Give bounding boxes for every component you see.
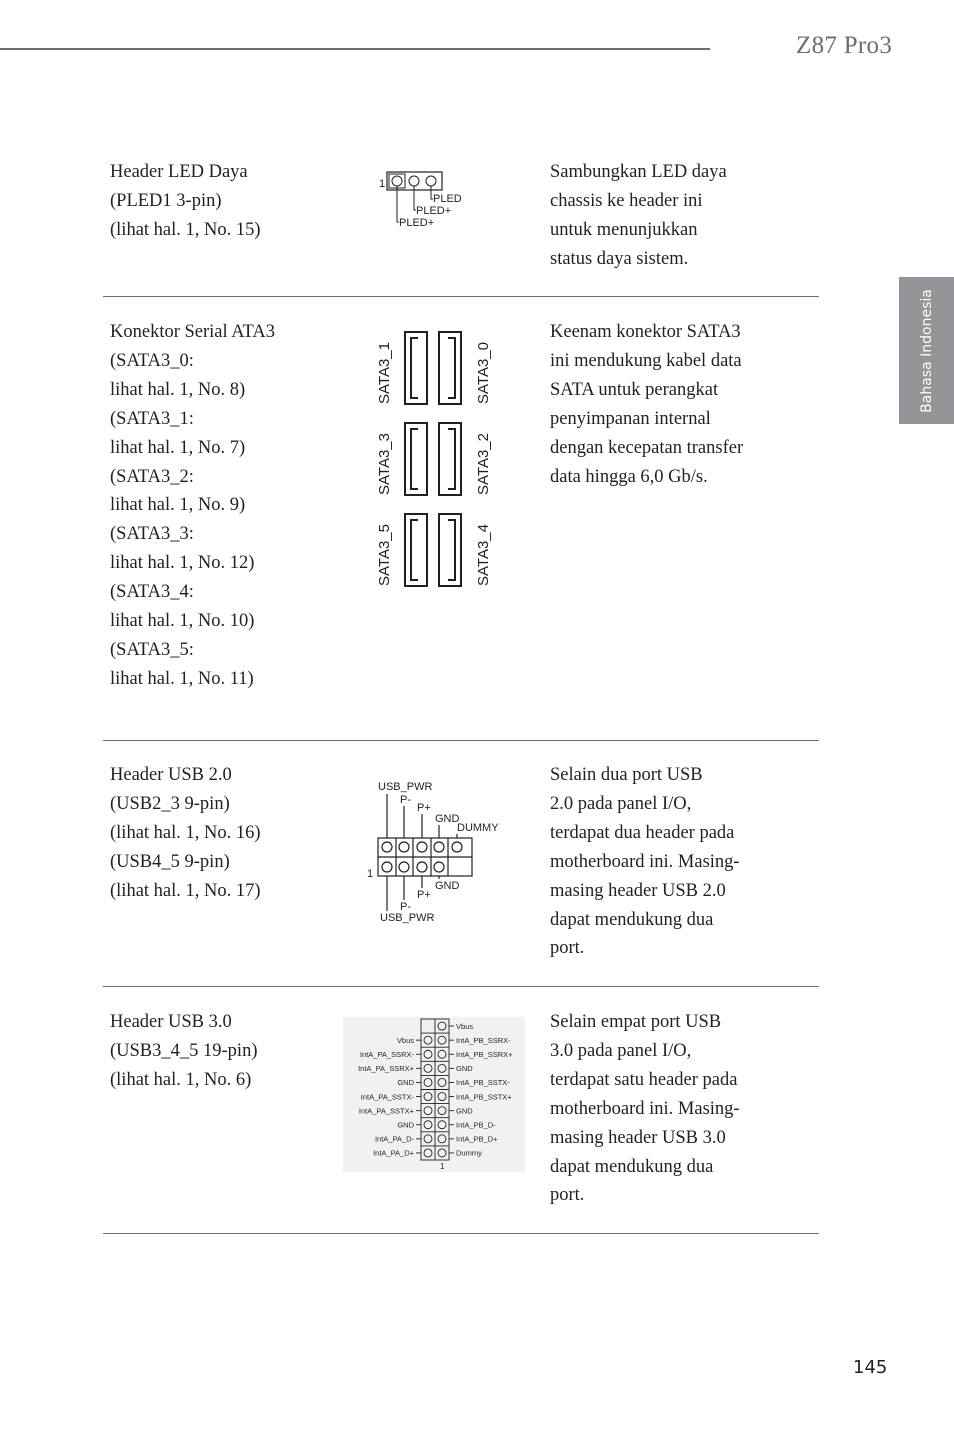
usb3-pin-label: IntA_PB_SSTX- <box>456 1078 510 1088</box>
text-line: dapat mendukung dua <box>550 909 714 930</box>
usb3-header-diagram <box>343 1017 525 1172</box>
text-line: lihat hal. 1, No. 9) <box>110 495 246 516</box>
text-line: (lihat hal. 1, No. 15) <box>110 219 261 240</box>
usb3-pin-label: GND <box>397 1078 414 1088</box>
text-line: motherboard ini. Masing- <box>550 1098 740 1119</box>
text-line: SATA untuk perangkat <box>550 379 719 400</box>
text-line: (SATA3_3: <box>110 524 194 545</box>
section-divider <box>103 1233 819 1234</box>
pin <box>452 842 462 852</box>
pled-label: PLED+ <box>399 217 435 229</box>
language-side-tab <box>899 277 954 424</box>
pled-left-text <box>110 158 261 245</box>
text-line: (USB3_4_5 19-pin) <box>110 1040 258 1061</box>
pled-label: PLED+ <box>416 205 452 217</box>
pin <box>417 862 427 872</box>
text-line: (lihat hal. 1, No. 6) <box>110 1069 252 1090</box>
usb2-header-diagram <box>362 776 504 928</box>
usb2-label: GND <box>435 813 460 825</box>
sata-key <box>448 338 455 398</box>
sata-left-text <box>110 318 275 694</box>
text-line: status daya sistem. <box>550 248 689 269</box>
text-line: (SATA3_1: <box>110 408 194 429</box>
text-line: (USB4_5 9-pin) <box>110 851 230 872</box>
usb2-label: DUMMY <box>457 822 499 834</box>
text-line: lihat hal. 1, No. 8) <box>110 379 246 400</box>
sata-connector <box>439 514 461 586</box>
pled-right-text <box>550 158 727 274</box>
pled-header-diagram <box>375 166 475 232</box>
section-divider <box>103 986 819 987</box>
text-line: (lihat hal. 1, No. 16) <box>110 822 261 843</box>
usb3-pin-label: Vbus <box>396 1035 414 1045</box>
sata-connector <box>405 514 427 586</box>
text-line: untuk menunjukkan <box>550 219 698 240</box>
pin <box>382 862 392 872</box>
text-line: 2.0 pada panel I/O, <box>550 793 692 814</box>
usb2-right-text <box>550 761 740 963</box>
text-line: lihat hal. 1, No. 11) <box>110 668 254 689</box>
text-line: (SATA3_2: <box>110 466 194 487</box>
text-line: 3.0 pada panel I/O, <box>550 1040 692 1061</box>
usb2-label: P- <box>400 901 411 913</box>
text-line: (SATA3_5: <box>110 639 194 660</box>
usb3-pin-label: Dummy <box>456 1148 482 1158</box>
text-line: terdapat dua header pada <box>550 822 735 843</box>
sata-right-text <box>550 318 743 491</box>
pin <box>417 842 427 852</box>
text-line: (SATA3_4: <box>110 582 194 603</box>
text-line: (SATA3_0: <box>110 350 194 371</box>
text-line: Keenam konektor SATA3 <box>550 322 741 342</box>
sata-connectors-diagram <box>370 328 500 590</box>
usb3-pin-label: IntA_PB_SSRX+ <box>456 1049 513 1059</box>
section-divider <box>103 740 819 741</box>
usb3-pin-label: IntA_PA_D+ <box>373 1148 414 1158</box>
text-line: dapat mendukung dua <box>550 1156 714 1177</box>
text-line: Header USB 2.0 <box>110 765 232 785</box>
usb2-left-text <box>110 761 261 906</box>
pin1-label: 1 <box>379 178 386 190</box>
pled-label: PLED <box>433 193 462 205</box>
pin <box>426 176 436 186</box>
text-line: Sambungkan LED daya <box>550 162 727 182</box>
usb3-pin-label: IntA_PB_D- <box>456 1120 496 1130</box>
sata-key <box>411 338 418 398</box>
pin1-label: 1 <box>367 868 374 880</box>
text-line: lihat hal. 1, No. 10) <box>110 611 255 632</box>
sata-key <box>448 429 455 489</box>
sata-label: SATA3_2 <box>475 433 492 495</box>
sata-label: SATA3_4 <box>475 524 492 586</box>
sata-label: SATA3_1 <box>376 342 393 404</box>
usb2-label: P+ <box>417 889 431 901</box>
sata-label: SATA3_3 <box>376 433 393 495</box>
text-line: masing header USB 2.0 <box>550 880 726 901</box>
sata-connector <box>405 332 427 404</box>
usb3-pin-label: IntA_PB_D+ <box>456 1134 498 1144</box>
text-line: data hingga 6,0 Gb/s. <box>550 466 708 487</box>
usb3-pin-label: GND <box>456 1106 473 1116</box>
text-line: chassis ke header ini <box>550 190 703 211</box>
usb3-right-text <box>550 1008 740 1210</box>
usb3-pin-label: GND <box>456 1064 473 1074</box>
text-line: Header LED Daya <box>110 162 248 182</box>
section-divider <box>103 296 819 297</box>
usb3-pin-label: IntA_PA_SSRX- <box>359 1049 414 1059</box>
text-line: lihat hal. 1, No. 12) <box>110 553 255 574</box>
page-number: 145 <box>853 1357 888 1378</box>
text-line: Header USB 3.0 <box>110 1012 232 1032</box>
text-line: Selain empat port USB <box>550 1012 722 1032</box>
text-line: dengan kecepatan transfer <box>550 437 744 458</box>
usb2-label: USB_PWR <box>380 912 435 924</box>
usb3-pin-label: IntA_PA_D- <box>374 1134 414 1144</box>
pin <box>434 842 444 852</box>
text-line: terdapat satu header pada <box>550 1069 738 1090</box>
text-line: motherboard ini. Masing- <box>550 851 740 872</box>
pin <box>434 862 444 872</box>
usb3-pin-label: IntA_PA_SSTX- <box>360 1092 414 1102</box>
text-line: Konektor Serial ATA3 <box>110 322 275 342</box>
sata-label: SATA3_5 <box>376 524 393 586</box>
usb3-pin-label: GND <box>397 1120 414 1130</box>
pin <box>392 176 402 186</box>
text-line: (lihat hal. 1, No. 17) <box>110 880 261 901</box>
text-line: Selain dua port USB <box>550 765 703 785</box>
usb2-label: P- <box>400 794 411 806</box>
sata-key <box>411 429 418 489</box>
pin <box>399 862 409 872</box>
text-line: lihat hal. 1, No. 7) <box>110 437 246 458</box>
usb2-label: USB_PWR <box>378 781 433 793</box>
side-tab-label: Bahasa Indonesia <box>918 288 935 413</box>
sata-key <box>448 520 455 580</box>
usb2-label: P+ <box>417 802 431 814</box>
sata-connector <box>439 332 461 404</box>
usb3-pin-label: IntA_PA_SSRX+ <box>358 1064 414 1074</box>
text-line: ini mendukung kabel data <box>550 350 742 371</box>
sata-connector <box>405 423 427 495</box>
pin1-label: 1 <box>440 1162 445 1171</box>
header-rule <box>0 48 710 50</box>
sata-label: SATA3_0 <box>475 342 492 404</box>
page-title: Z87 Pro3 <box>796 32 893 59</box>
text-line: (USB2_3 9-pin) <box>110 793 230 814</box>
usb3-pin-label: Vbus <box>456 1021 474 1031</box>
pin <box>399 842 409 852</box>
sata-connector <box>439 423 461 495</box>
usb3-pin-label: IntA_PB_SSRX- <box>456 1035 511 1045</box>
text-line: port. <box>550 1185 585 1206</box>
usb3-pin-label: IntA_PA_SSTX+ <box>358 1106 414 1116</box>
pin <box>382 842 392 852</box>
text-line: masing header USB 3.0 <box>550 1127 726 1148</box>
text-line: penyimpanan internal <box>550 408 711 429</box>
text-line: port. <box>550 938 585 959</box>
text-line: (PLED1 3-pin) <box>110 190 222 211</box>
usb3-pin-label: IntA_PB_SSTX+ <box>456 1092 512 1102</box>
sata-key <box>411 520 418 580</box>
usb2-label: GND <box>435 880 460 892</box>
usb3-left-text <box>110 1008 258 1095</box>
pin <box>409 176 419 186</box>
